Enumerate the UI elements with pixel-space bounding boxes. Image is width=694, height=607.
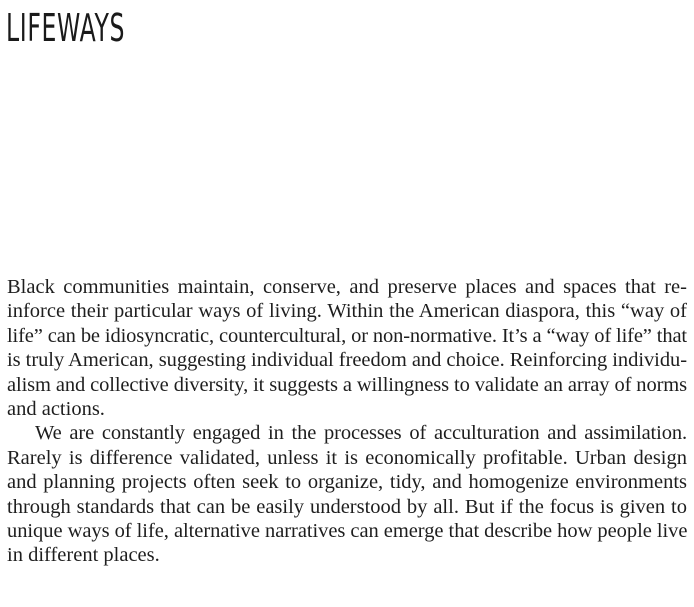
text-line: through standards that can be easily understood by all. But if the focus is given to [7,495,687,518]
page-title: LIFEWAYS [6,6,126,50]
text-line: We are constantly engaged in the processes of acculturation and assimilation. [35,422,687,445]
text-line: and actions. [7,398,105,421]
paragraph-1 [7,275,687,421]
text-line: unique ways of life, alternative narratives can emerge that describe how people live [7,520,688,543]
text-line: inforce their particular ways of living. Within the American diaspora, this “way of [7,300,687,323]
text-line: alism and collective diversity, it suggests a willingness to validate an array of norms [7,373,687,396]
paragraph-2 [7,421,687,567]
text-line: Black communities maintain, conserve, and preserve places and spaces that re- [7,276,687,298]
text-line: is truly American, suggesting individual freedom and choice. Reinforcing individu- [7,349,687,372]
body-text [7,275,687,568]
text-line: Rarely is difference validated, unless it is economically profitable. Urban design [7,446,687,469]
text-line: in different places. [7,544,160,567]
text-line: and planning projects often seek to organize, tidy, and homogenize environments [7,471,687,494]
text-line: life” can be idiosyncratic, countercultural, or non-normative. It’s a “way of life” that [7,324,687,347]
